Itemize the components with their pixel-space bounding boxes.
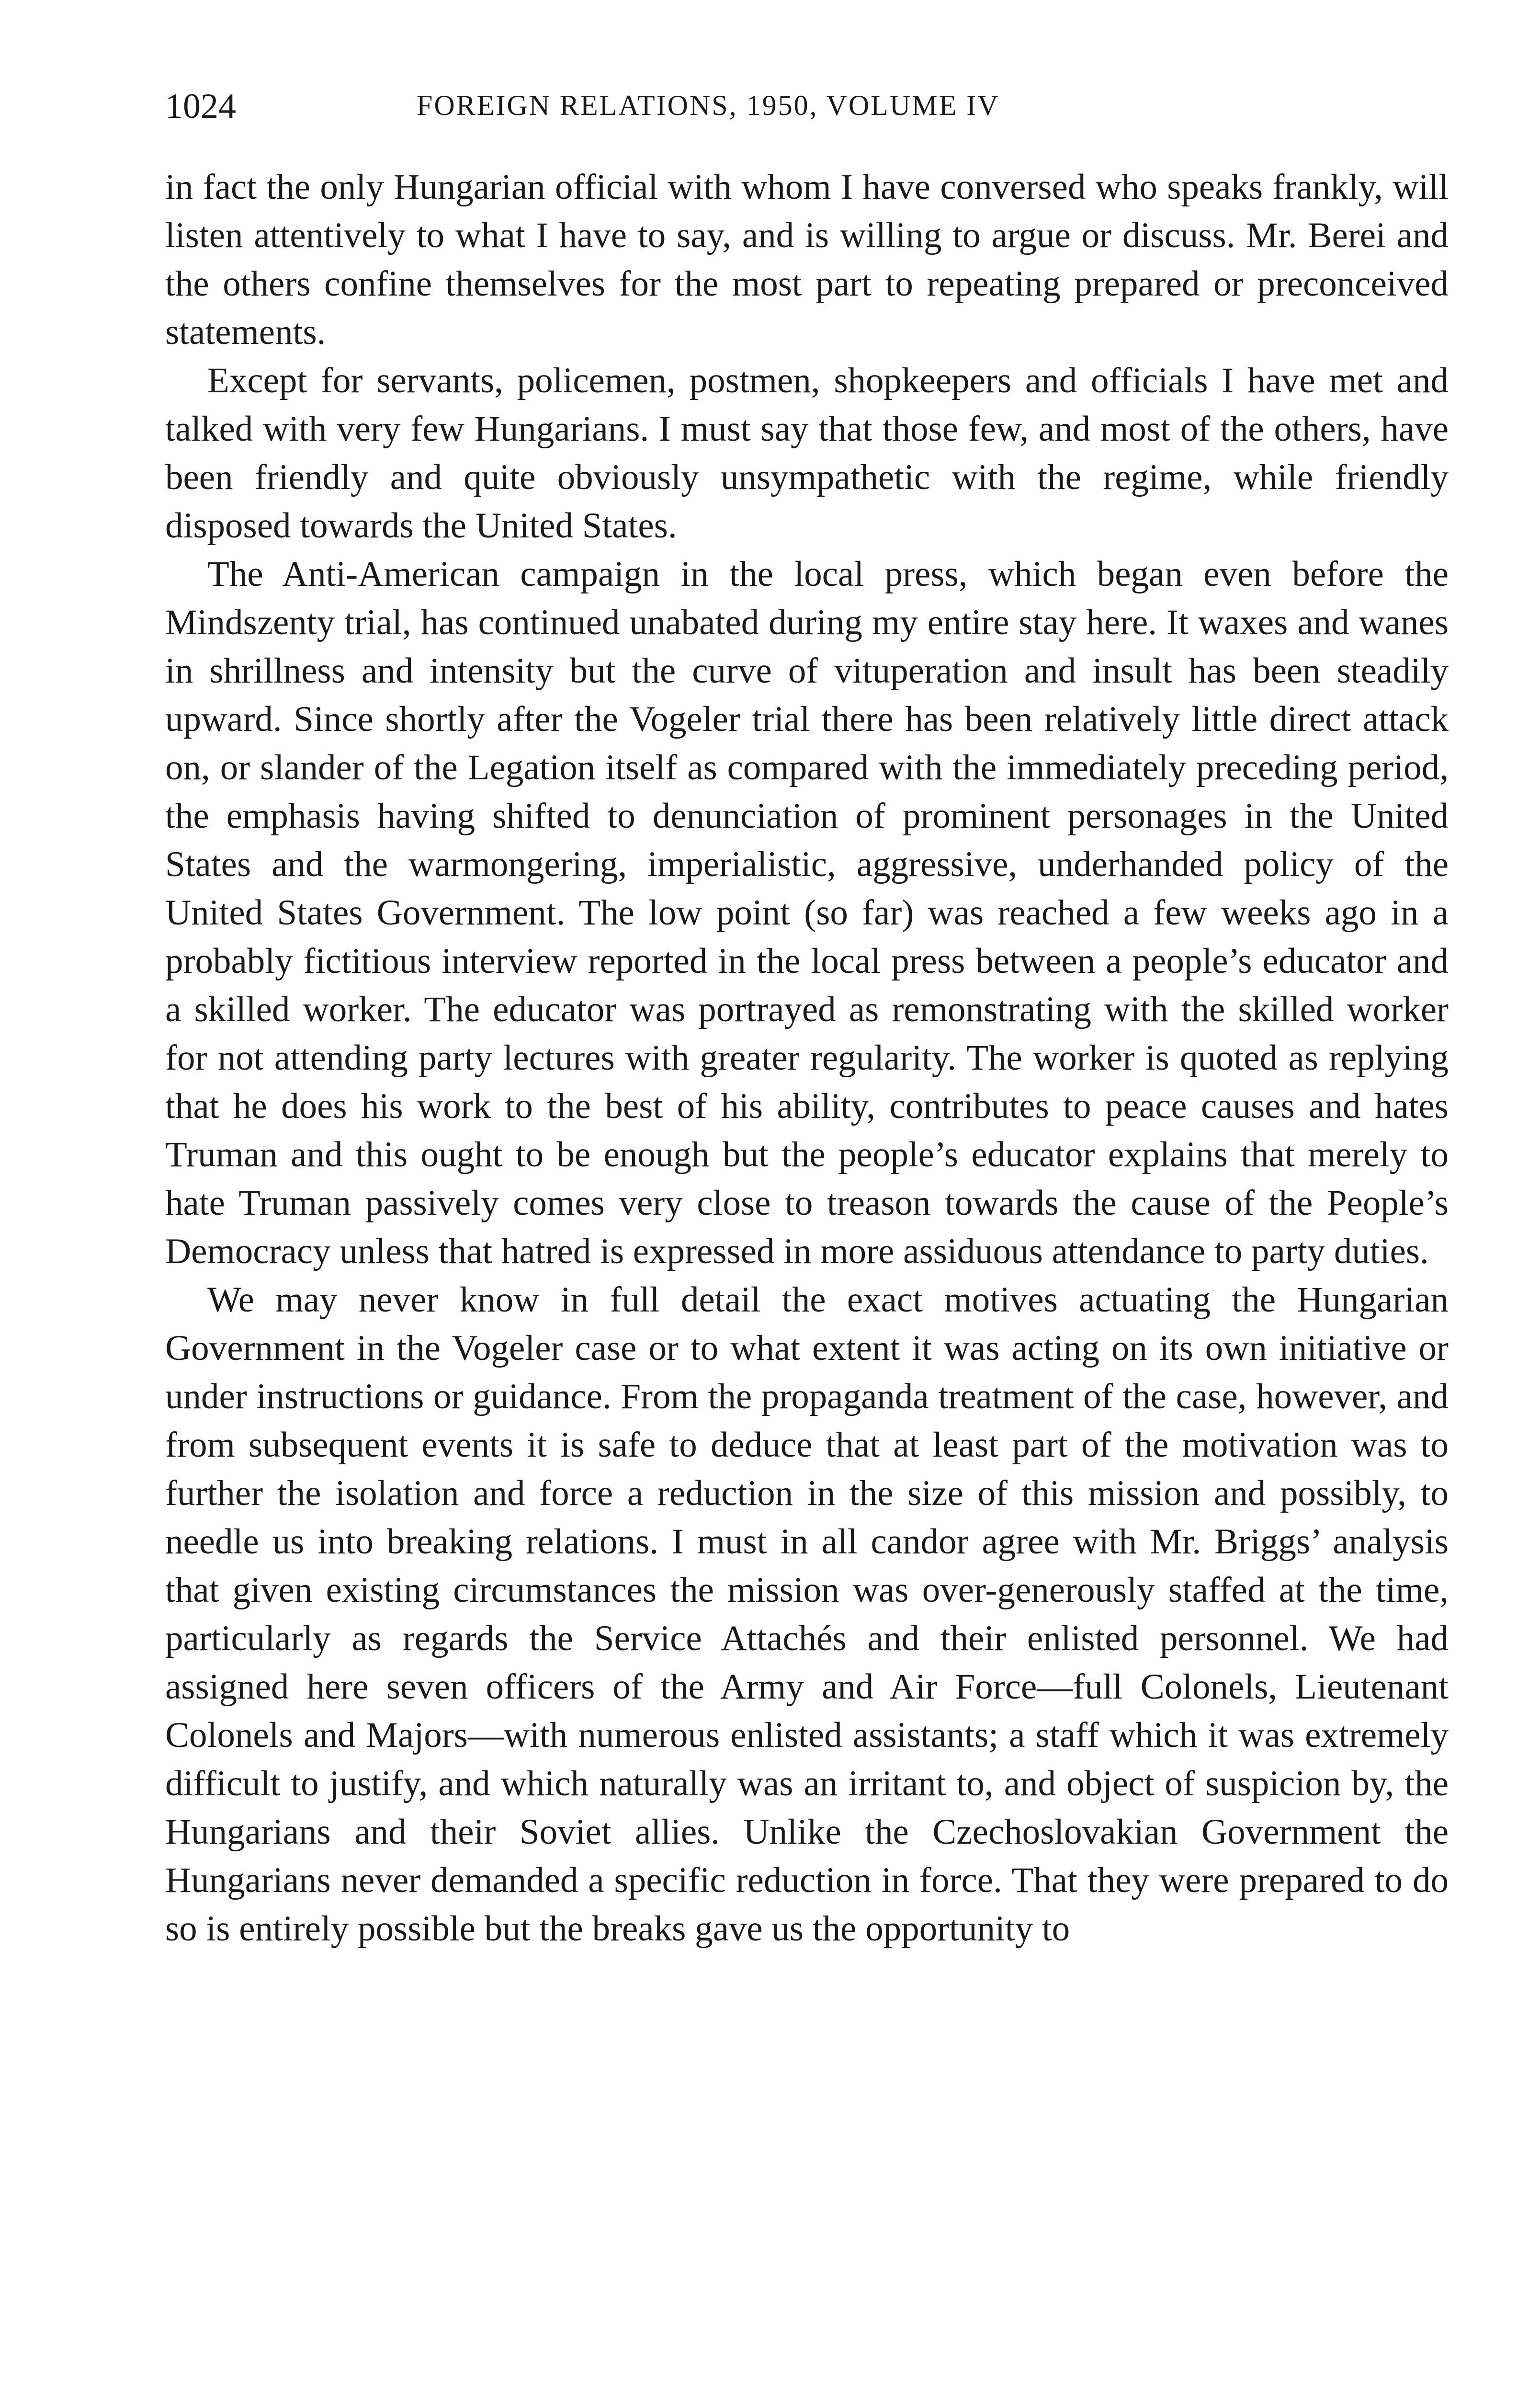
- document-page: [165, 86, 1449, 1953]
- running-head: [165, 86, 1449, 144]
- paragraph: We may never know in full detail the exact motives actuating the Hungarian Government in the Vogeler case or to what extent it was acting on its own initiative or under instructions or guidance. From the propaganda treatment of the case, however, and from subsequent events it is safe to deduce that at least part of the motivation was to further the isolation and force a reduction in the size of this mission and possibly, to needle us into breaking relations. I must in all candor agree with Mr. Briggs’ analysis that given existing circumstances the mission was over-generously staffed at the time, particularly as regards the Service Attachés and their enlisted personnel. We had assigned here seven officers of the Army and Air Force—full Colonels, Lieutenant Colonels and Majors—with numerous enlisted assistants; a staff which it was extremely difficult to justify, and which naturally was an irritant to, and object of suspicion by, the Hungarians and their Soviet allies. Unlike the Czechoslovakian Government the Hungarians never demanded a specific reduction in force. That they were prepared to do so is entirely possible but the breaks gave us the opportunity to: [165, 1280, 1449, 1949]
- paragraph: The Anti-American campaign in the local press, which began even before the Mindszenty trial, has continued unabated during my entire stay here. It waxes and wanes in shrillness and intensity but the curve of vituperation and insult has been steadily upward. Since shortly after the Vogeler trial there has been relatively little direct attack on, or slander of the Legation itself as compared with the immediately preceding period, the emphasis having shifted to denunciation of prominent personages in the United States and the warmongering, imperialistic, aggressive, underhanded policy of the United States Government. The low point (so far) was reached a few weeks ago in a probably fictitious interview reported in the local press between a people’s educator and a skilled worker. The educator was portrayed as remonstrating with the skilled worker for not attending party lectures with greater regularity. The worker is quoted as replying that he does his work to the best of his ability, contributes to peace causes and hates Truman and this ought to be enough but the people’s educator explains that merely to hate Truman passively comes very close to treason towards the cause of the People’s Democracy unless that hatred is expressed in more assiduous attendance to party duties.: [165, 554, 1449, 1271]
- running-title: FOREIGN RELATIONS, 1950, VOLUME IV: [417, 90, 1000, 121]
- paragraph-continued: in fact the only Hungarian official with whom I have conversed who speaks frankly, will listen attentively to what I have to say, and is willing to argue or discuss. Mr. Berei and the others confine themselves for the most part to repeating prepared or preconceived statements.: [165, 167, 1449, 352]
- paragraph: Except for servants, policemen, postmen, shopkeepers and officials I have met and talked with very few Hungarians. I must say that those few, and most of the others, have been friendly and quite obviously unsympathetic with the regime, while friendly disposed towards the United States.: [165, 361, 1449, 546]
- page-number: 1024: [165, 87, 236, 126]
- body-text: [165, 163, 1449, 1953]
